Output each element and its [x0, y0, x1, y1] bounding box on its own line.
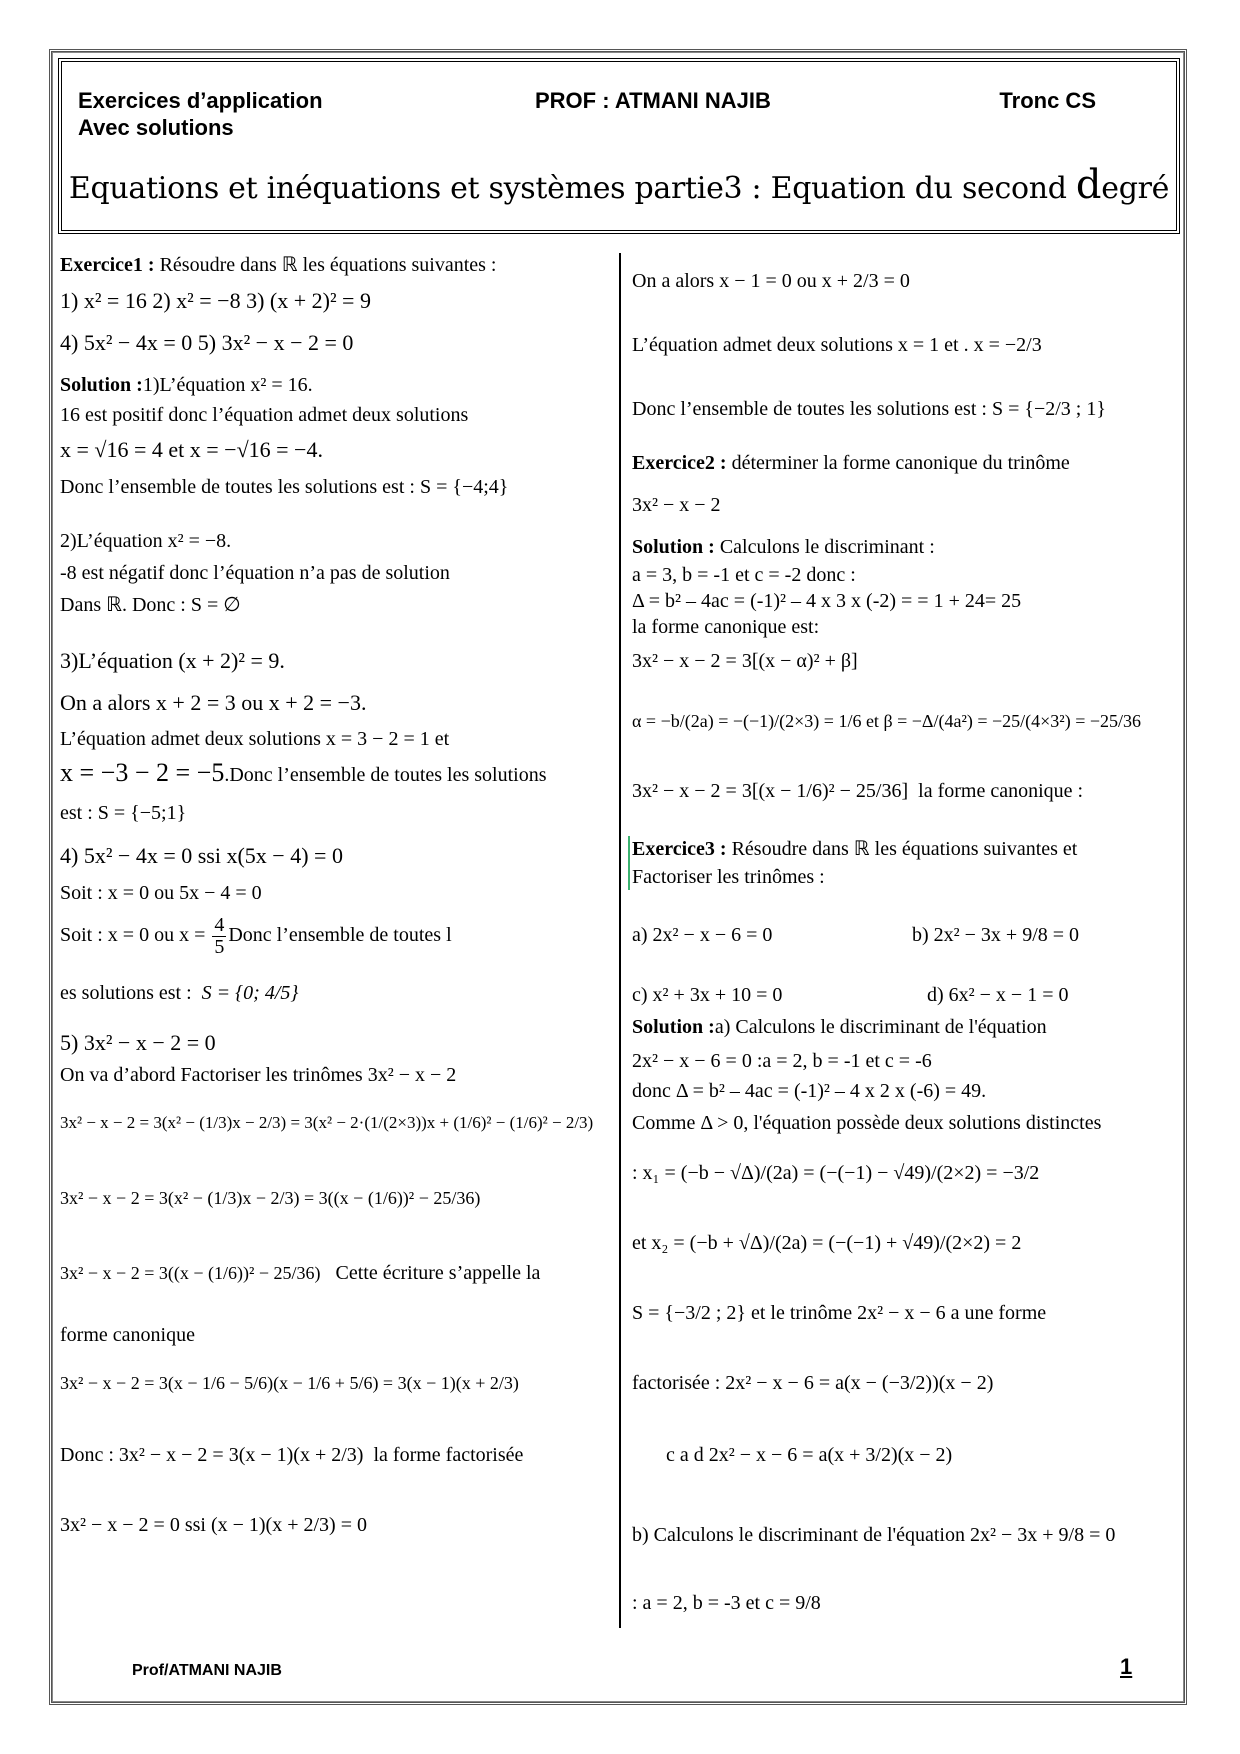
exercise3-item-a: a) 2x² − x − 6 = 0	[632, 924, 773, 946]
solution2-line1: 2)L’équation x² = −8.	[60, 530, 232, 552]
solution2-line3: Dans ℝ. Donc : S = ∅	[60, 594, 241, 616]
solution5-forme-canonique: forme canonique	[60, 1324, 195, 1346]
right-line1: On a alors x − 1 = 0 ou x + 2/3 = 0	[632, 270, 910, 292]
page-title-end: egré	[1101, 171, 1170, 206]
exercise2-statement: déterminer la forme canonique du trinôme	[726, 452, 1070, 474]
exercise2-line6-text: la forme canonique :	[918, 780, 1084, 802]
solution3-line3: L’équation admet deux solutions x = 3 − 2 = 1 et	[60, 728, 450, 750]
exercise3-solution-heading	[632, 1014, 1047, 1040]
solution1-line4: Donc l’ensemble de toutes les solutions est : S = {−4;4}	[60, 476, 509, 498]
exercise3-sol-set-row	[632, 1300, 1046, 1326]
exercise3-solution-label: Solution :	[632, 1016, 715, 1038]
exercise3-sol-line3: Comme Δ > 0, l'équation possède deux solutions distinctes	[632, 1112, 1102, 1134]
solution5-eq2: 3x² − x − 2 = 3(x² − (1/3)x − 2/3) = 3((x − (1/6))² − 25/36)	[60, 1188, 481, 1208]
solution5-donc-row	[60, 1442, 523, 1468]
header-subject-line2: Avec solutions	[78, 115, 234, 140]
exercise1-items-row1: 1) x² = 16 2) x² = −8 3) (x + 2)² = 9	[60, 288, 371, 313]
exercise1-statement: Résoudre dans ℝ les équations suivantes :	[154, 254, 497, 276]
exercise2-line2: Δ = b² – 4ac = (-1)² – 4 x 3 x (-2) = = 1 + 24= 25	[632, 590, 1022, 612]
exercise3-item-d: d) 6x² − x − 1 = 0	[927, 984, 1069, 1006]
exercise3-sol-cad: c a d 2x² − x − 6 = a(x + 3/2)(x − 2)	[666, 1444, 953, 1466]
exercise2-expression: 3x² − x − 2	[632, 494, 721, 516]
page-number: 1	[1120, 1654, 1133, 1679]
solution4-line4-text: es solutions est :	[60, 982, 192, 1004]
exercise1-heading	[60, 252, 497, 278]
page-title-main: Equations et inéquations et systèmes partie3 : Equation du second	[68, 171, 1076, 206]
exercise3-solution-text: a) Calculons le discriminant de l'équation	[714, 1016, 1047, 1038]
solution3-line4	[60, 760, 547, 788]
exercise2-solution-text: Calculons le discriminant :	[714, 536, 935, 558]
solution3-line5: est : S = {−5;1}	[60, 802, 187, 824]
solution1-intro	[60, 372, 313, 398]
solution3-line4-eq: x = −3 − 2 = −5	[60, 758, 225, 787]
footer-author: Prof/ATMANI NAJIB	[132, 1662, 282, 1679]
exercise3-sol-line2: donc Δ = b² – 4ac = (-1)² – 4 x 2 x (-6) = 49.	[632, 1080, 987, 1102]
exercise2-heading	[632, 450, 1070, 476]
solution3-line4-text: .Donc l’ensemble de toutes les solutions	[224, 764, 547, 786]
right-line2: L’équation admet deux solutions x = 1 et . x = −2/3	[632, 334, 1042, 356]
exercise1-items-row2: 4) 5x² − 4x = 0 5) 3x² − x − 2 = 0	[60, 330, 354, 355]
solution4-line3	[60, 915, 452, 958]
fraction-4-5: $\frac{4}{5}$	[214, 914, 225, 958]
solution5-donc-text: la forme factorisée	[373, 1444, 524, 1466]
header-author: PROF : ATMANI NAJIB	[535, 88, 771, 113]
solution1-intro-text: 1)L’équation x² = 16.	[142, 374, 313, 396]
solution5-eq3-row	[60, 1260, 540, 1286]
solution3-line1: 3)L’équation (x + 2)² = 9.	[60, 648, 285, 673]
solution4-line1: 4) 5x² − 4x = 0 ssi x(5x − 4) = 0	[60, 843, 343, 868]
solution4-line3-tail: Donc l’ensemble de toutes l	[228, 924, 452, 947]
right-line3: Donc l’ensemble de toutes les solutions est : S = {−2/3 ; 1}	[632, 398, 1106, 420]
exercise3-sol-b-line1: b) Calculons le discriminant de l'équation 2x² − 3x + 9/8 = 0	[632, 1524, 1116, 1546]
solution1-line2: 16 est positif donc l’équation admet deux solutions	[60, 404, 469, 426]
exercise3-heading	[632, 836, 1077, 862]
exercise3-item-b: b) 2x² − 3x + 9/8 = 0	[912, 924, 1080, 946]
page-title-big-letter: d	[1075, 162, 1102, 208]
solution5-donc: Donc : 3x² − x − 2 = 3(x − 1)(x + 2/3)	[60, 1444, 364, 1466]
exercise2-solution-label: Solution :	[632, 536, 715, 558]
exercise3-sol-x1: : x₁ = (−b − √Δ)/(2a) = (−(−1) − √49)/(2×2) = −3/2	[632, 1162, 1040, 1184]
exercise3-sol-b-line2: : a = 2, b = -3 et c = 9/8	[632, 1592, 821, 1614]
solution5-eq3-text: Cette écriture s’appelle la	[335, 1262, 541, 1284]
exercise1-label: Exercice1 :	[60, 254, 155, 276]
column-divider	[619, 253, 621, 1628]
exercise3-sol-line1: 2x² − x − 6 = 0 :a = 2, b = -1 et c = -6	[632, 1050, 932, 1072]
solution3-line2: On a alors x + 2 = 3 ou x + 2 = −3.	[60, 690, 367, 715]
exercise2-line5: α = −b/(2a) = −(−1)/(2×3) = 1/6 et β = −Δ/(4a²) = −25/(4×3²) = −25/36	[632, 711, 1141, 731]
solution4-line4	[60, 980, 298, 1006]
exercise3-sol-factorised: factorisée : 2x² − x − 6 = a(x − (−3/2))(x − 2)	[632, 1372, 994, 1394]
solution5-final: 3x² − x − 2 = 0 ssi (x − 1)(x + 2/3) = 0	[60, 1514, 367, 1536]
exercise2-solution-heading	[632, 534, 935, 560]
solution4-line3-text: Soit : x = 0 ou x =	[60, 924, 211, 947]
solution5-line2: On va d’abord Factoriser les trinômes 3x² − x − 2	[60, 1064, 457, 1086]
exercise3-item-c: c) x² + 3x + 10 = 0	[632, 984, 783, 1006]
solution5-line1: 5) 3x² − x − 2 = 0	[60, 1030, 216, 1055]
document-header	[58, 58, 1180, 234]
exercise2-line3: la forme canonique est:	[632, 616, 820, 638]
green-margin-bar	[628, 836, 630, 890]
page-title	[62, 162, 1176, 208]
solution5-eq3: 3x² − x − 2 = 3((x − (1/6))² − 25/36)	[60, 1263, 321, 1283]
solution5-eq1: 3x² − x − 2 = 3(x² − (1/3)x − 2/3) = 3(x² − 2·(1/(2×3))x + (1/6)² − (1/6)² − 2/3)	[60, 1113, 594, 1132]
exercise3-statement-2: Factoriser les trinômes :	[632, 866, 825, 888]
exercise2-line6-row	[632, 778, 1083, 804]
solution5-eq4: 3x² − x − 2 = 3(x − 1/6 − 5/6)(x − 1/6 + 5/6) = 3(x − 1)(x + 2/3)	[60, 1373, 519, 1393]
exercise2-line6: 3x² − x − 2 = 3[(x − 1/6)² − 25/36]	[632, 780, 909, 802]
solution2-line2: -8 est négatif donc l’équation n’a pas de solution	[60, 562, 450, 584]
exercise3-sol-set: S = {−3/2 ; 2}	[632, 1302, 746, 1324]
header-subject-line1: Exercices d’application	[78, 88, 323, 113]
exercise2-line4: 3x² − x − 2 = 3[(x − α)² + β]	[632, 650, 858, 672]
solution1-line3: x = √16 = 4 et x = −√16 = −4.	[60, 437, 323, 462]
solution-label: Solution :	[60, 374, 143, 396]
exercise3-statement: Résoudre dans ℝ les équations suivantes et	[726, 838, 1078, 860]
exercise3-sol-x2: et x₂ = (−b + √Δ)/(2a) = (−(−1) + √49)/(2×2) = 2	[632, 1232, 1022, 1254]
exercise3-label: Exercice3 :	[632, 838, 727, 860]
exercise2-line1: a = 3, b = -1 et c = -2 donc :	[632, 564, 856, 586]
exercise3-sol-set-text: et le trinôme 2x² − x − 6 a une forme	[746, 1302, 1047, 1324]
header-subject	[78, 87, 323, 141]
header-level: Tronc CS	[999, 88, 1096, 113]
exercise2-label: Exercice2 :	[632, 452, 727, 474]
solution4-set: S = {0; 4/5}	[201, 982, 299, 1004]
solution4-line2: Soit : x = 0 ou 5x − 4 = 0	[60, 882, 262, 904]
